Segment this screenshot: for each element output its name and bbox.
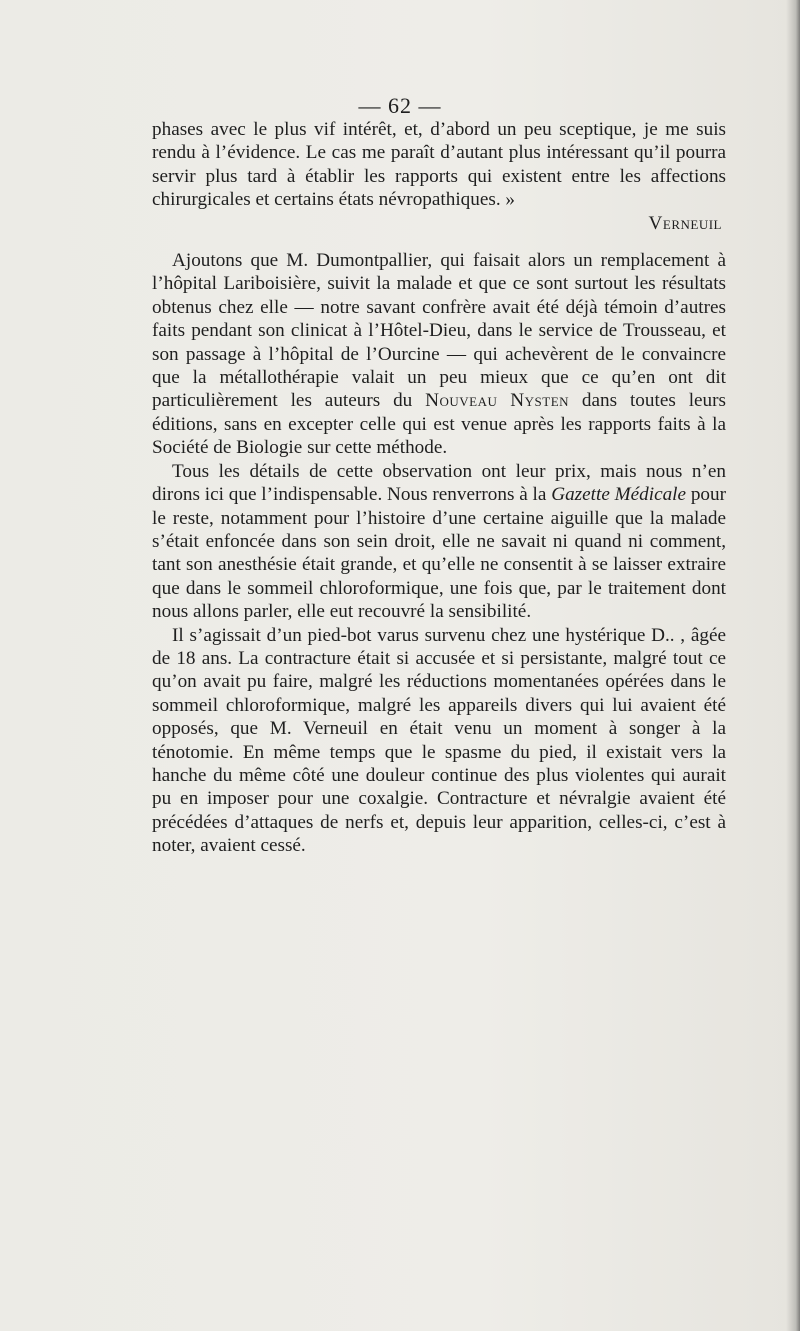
paragraph-case: Il s’agissait d’un pied-bot varus survenu chez une hystérique D.. , âgée de 18 ans. La contracture était si accusée et si persistante, malgré tout ce qu’on avait pu faire, malgré les réductions momentanées opérées dans le sommeil chloroformique, malgré les appareils divers qui lui avaient été opposés, que M. Verneuil en était venu un moment à songer à la ténotomie. En même temps que le spasme du pied, il existait vers la hanche du même côté une douleur continue des plus violentes qui aurait pu en imposer pour une coxalgie. Contracture et névralgie avaient été précédées d’attaques de nerfs et, depuis leur apparition, celles-ci, c’est à noter, avaient cessé. bbox=[152, 624, 726, 857]
book-title-nouveau: Nouveau bbox=[425, 390, 498, 412]
page-body bbox=[152, 118, 726, 858]
journal-title-gazette: Gazette Médicale bbox=[551, 484, 687, 506]
paragraph-details-text-1: Tous les détails de cette observation ont leur prix, mais nous n’en dirons ici que l’indispensable. Nous renverrons à la bbox=[152, 460, 726, 506]
page-number: — 62 — bbox=[358, 93, 442, 118]
paragraph-quote-end: phases avec le plus vif intérêt, et, d’abord un peu sceptique, je me suis rendu à l’évidence. Le cas me paraît d’autant plus intéressant qu’il pourra servir plus tard à établir les rapports qui existent entre les affections chirurgicales et certains états névropathiques. » bbox=[152, 119, 726, 211]
paragraph-dumontpallier-text-1: Ajoutons que M. Dumontpallier, qui faisait alors un remplacement à l’hôpital Lariboisière, suivit la malade et que ce sont surtout les résultats obtenus chez elle — notre savant confrère avait été déjà témoin d’autres faits pendant son clinicat à l’Hôtel-Dieu, dans le service de Trousseau, et son passage à l’hôpital de l’Ourcine — qui achevèrent de le convaincre que la métallothérapie valait un peu mieux que ce qu’en ont dit particulièrement les auteurs du bbox=[152, 250, 726, 412]
signature: Verneuil bbox=[648, 212, 722, 234]
page-edge-shadow bbox=[786, 0, 800, 1331]
paragraph-details-text-2: pour le reste, notamment pour l’histoire d’une certaine aiguille que la malade s’était enfoncée dans son sein droit, elle ne savait ni quand ni comment, tant son anesthésie était grande, et qu’elle ne consentit à se laisser extraire que dans le sommeil chloroformique, une fois que, par le traitement dont nous allons parler, elle eut recouvré la sensibilité. bbox=[152, 484, 727, 623]
book-title-nysten: Nysten bbox=[510, 390, 570, 412]
paragraph-gap bbox=[152, 235, 726, 249]
paragraph-dumontpallier bbox=[152, 249, 726, 460]
paragraph-details bbox=[152, 460, 726, 624]
space bbox=[497, 390, 510, 411]
paragraph-dumontpallier-text-2: dans toutes leurs éditions, sans en excepter celle qui est venue après les rapports faits à la Société de Biologie sur cette méthode. bbox=[152, 390, 726, 459]
